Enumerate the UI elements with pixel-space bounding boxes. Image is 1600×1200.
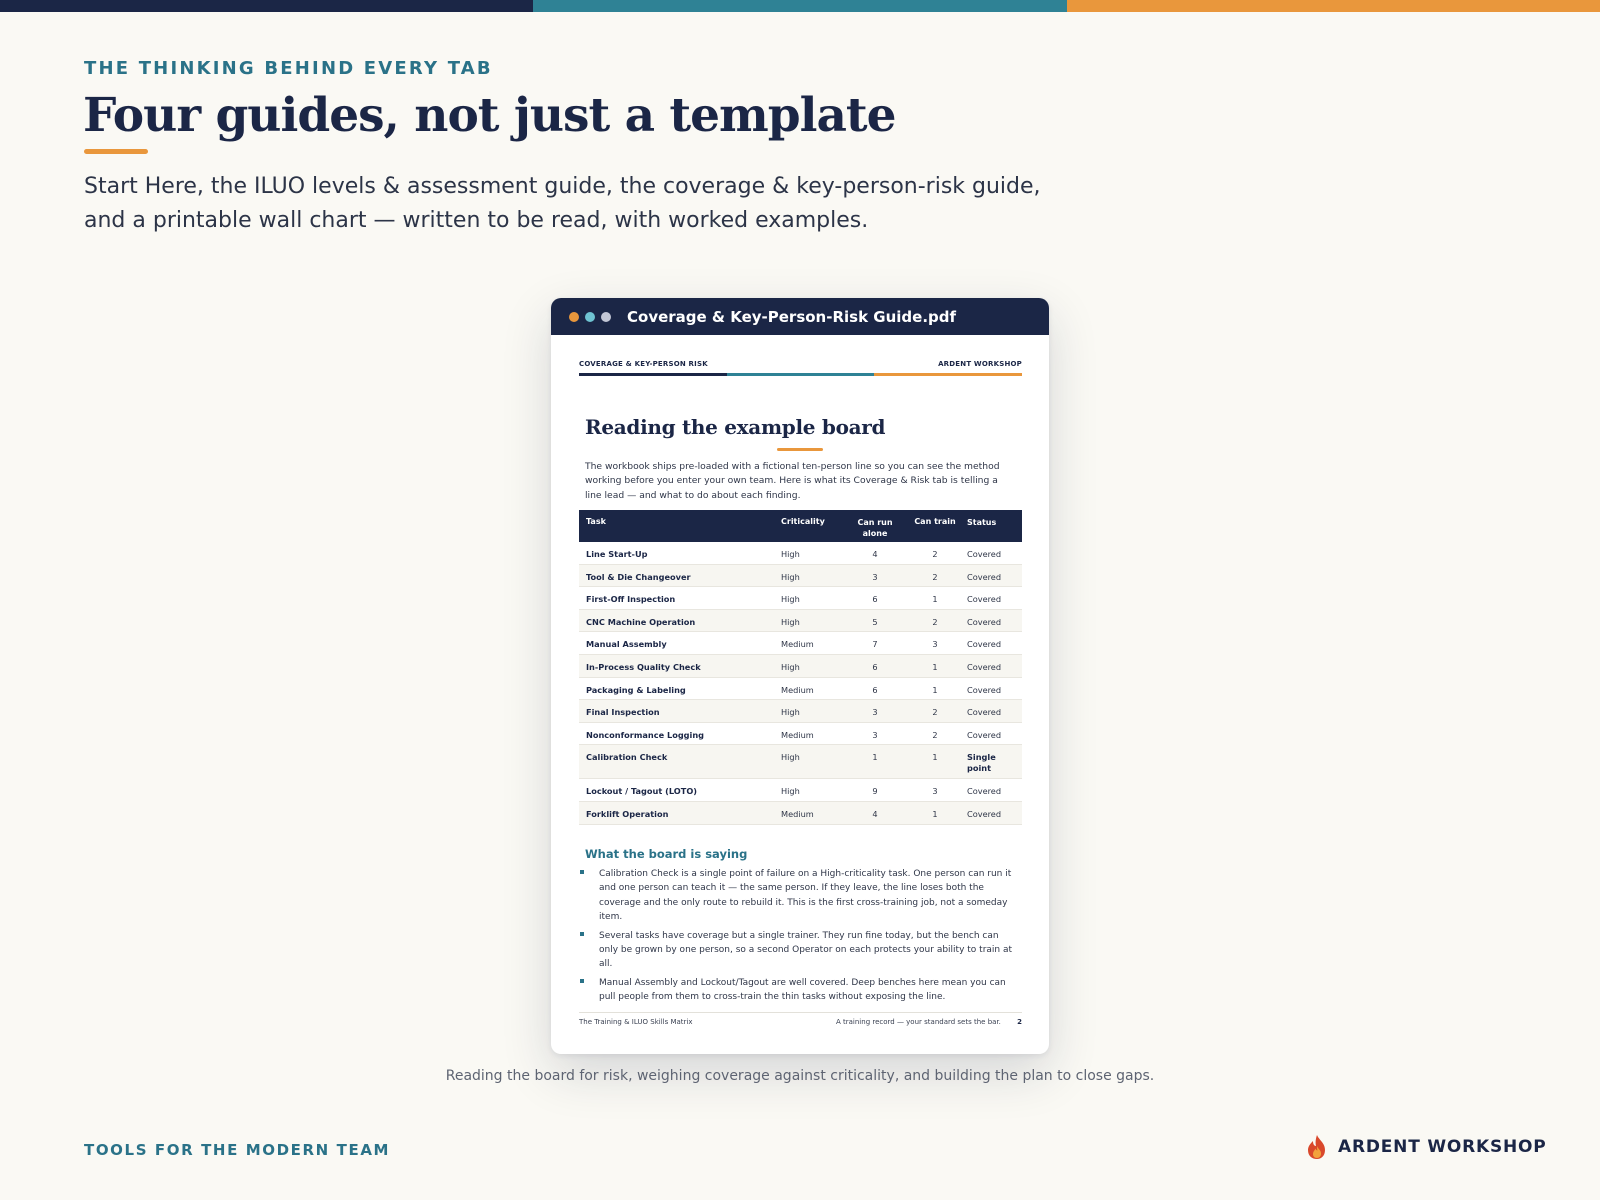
- cell-can-run: 1: [872, 752, 878, 763]
- list-item-text: Calibration Check is a single point of failure on a High-criticality task. One person can run it and one person can teach it — the same person. If they leave, the line loses both the coverage and the only route to rebuild it. This is the first cross-training job, not a someday item.: [599, 869, 1012, 923]
- flame-logo-icon: [1306, 1134, 1328, 1160]
- cell-can-train: 3: [932, 786, 938, 797]
- cell-can-run: 9: [872, 786, 878, 797]
- window-dot-orange-icon: [569, 312, 579, 322]
- cell-can-run: 4: [872, 549, 878, 559]
- table-row: [579, 779, 1022, 802]
- table-row: [579, 587, 1022, 610]
- cell-status: Covered: [967, 639, 1002, 650]
- col-header-can-run: Can run alone: [857, 518, 893, 538]
- cell-status: Single point: [967, 752, 996, 774]
- cell-can-train: 1: [932, 752, 938, 763]
- cell-task: Tool & Die Changeover: [586, 571, 691, 582]
- coverage-table: [579, 510, 1022, 825]
- footer-tagline: TOOLS FOR THE MODERN TEAM: [84, 1141, 391, 1159]
- lede-text: Start Here, the ILUO levels & assessment guide, the coverage & key-person-risk guide, and a printable wall chart — written to be read, with worked examples.: [84, 174, 1041, 233]
- accent-segment-teal: [533, 0, 1066, 12]
- doc-title: Reading the example board: [585, 415, 886, 439]
- cell-can-run: 3: [872, 707, 878, 718]
- cell-can-run: 6: [872, 594, 878, 605]
- cell-status: Covered: [967, 808, 1002, 819]
- table-row: [579, 542, 1022, 565]
- table-row: [579, 678, 1022, 701]
- cell-task: Forklift Operation: [586, 808, 669, 819]
- col-header-status: Status: [967, 518, 997, 527]
- cell-task: CNC Machine Operation: [586, 616, 696, 627]
- section-heading: What the board is saying: [585, 847, 748, 861]
- cell-can-run: 4: [872, 808, 878, 819]
- window-dot-teal-icon: [585, 312, 595, 322]
- brand-lockup: [1306, 1134, 1547, 1160]
- cell-can-run: 3: [872, 729, 878, 740]
- doc-intro: The workbook ships pre-loaded with a fictional ten-person line so you can see the method working before you enter your own team. Here is what its Coverage & Risk tab is telling a line lead — and what to do about each finding.: [585, 461, 1000, 501]
- cell-can-run: 5: [872, 616, 878, 627]
- cell-task: In-Process Quality Check: [586, 661, 701, 672]
- window-titlebar: [551, 298, 1049, 335]
- cell-criticality: High: [781, 594, 800, 605]
- window-title: Coverage & Key-Person-Risk Guide.pdf: [627, 307, 957, 326]
- window-dot-grey-icon: [601, 312, 611, 322]
- cell-can-run: 7: [872, 639, 878, 650]
- cell-can-train: 1: [932, 594, 938, 605]
- table-row: [579, 610, 1022, 633]
- list-item: [579, 867, 1017, 925]
- pdf-page: [579, 335, 1022, 1054]
- table-header: [579, 510, 1022, 542]
- cell-criticality: Medium: [781, 808, 814, 819]
- cell-status: Covered: [967, 684, 1002, 695]
- cell-criticality: Medium: [781, 639, 814, 650]
- bullet-square-icon: [580, 870, 584, 874]
- cell-can-train: 3: [932, 639, 938, 650]
- cell-can-train: 2: [932, 707, 938, 718]
- table-row: [579, 655, 1022, 678]
- table-row: [579, 632, 1022, 655]
- page-header-section: COVERAGE & KEY-PERSON RISK: [579, 360, 708, 368]
- page-footer-title: The Training & ILUO Skills Matrix: [579, 1018, 693, 1026]
- cell-can-run: 3: [872, 571, 878, 582]
- title-underline: [84, 149, 148, 154]
- list-item: [579, 929, 1017, 972]
- cell-criticality: High: [781, 661, 800, 672]
- bullet-square-icon: [580, 932, 584, 936]
- cell-status: Covered: [967, 616, 1002, 627]
- cell-criticality: High: [781, 707, 800, 718]
- doc-title-underline: [777, 448, 823, 451]
- cell-task: Line Start-Up: [586, 549, 648, 559]
- cell-criticality: High: [781, 786, 800, 797]
- cell-task: Packaging & Labeling: [586, 684, 686, 695]
- cell-task: First-Off Inspection: [586, 594, 676, 605]
- cell-task: Final Inspection: [586, 707, 660, 718]
- list-item-text: Manual Assembly and Lockout/Tagout are well covered. Deep benches here mean you can pull people from them to cross-train the thin tasks without exposing the line.: [599, 977, 1006, 1003]
- table-row: [579, 700, 1022, 723]
- accent-segment-navy: [0, 0, 533, 12]
- col-header-criticality: Criticality: [781, 517, 825, 526]
- cell-task: Lockout / Tagout (LOTO): [586, 786, 698, 797]
- cell-can-train: 1: [932, 661, 938, 672]
- cell-criticality: Medium: [781, 684, 814, 695]
- page-footer: [579, 1012, 1022, 1026]
- page-header: [579, 360, 1022, 368]
- cell-status: Covered: [967, 786, 1002, 797]
- cell-status: Covered: [967, 661, 1002, 672]
- list-item-text: Several tasks have coverage but a single trainer. They run fine today, but the bench can only be grown by one person, so a second Operator on each protects your ability to train at all.: [599, 930, 1013, 970]
- cell-task: Calibration Check: [586, 752, 668, 763]
- cell-status: Covered: [967, 571, 1002, 582]
- cell-criticality: Medium: [781, 729, 814, 740]
- list-item: [579, 976, 1017, 1005]
- cell-can-train: 2: [932, 549, 938, 559]
- figure-caption: Reading the board for risk, weighing coverage against criticality, and building the plan to close gaps.: [445, 1068, 1155, 1084]
- cell-task: Nonconformance Logging: [586, 729, 705, 740]
- top-accent-bar: [0, 0, 1600, 12]
- cell-task: Manual Assembly: [586, 639, 667, 650]
- table-row: [579, 723, 1022, 746]
- cell-can-run: 6: [872, 684, 878, 695]
- cell-criticality: High: [781, 616, 800, 627]
- cell-can-train: 2: [932, 729, 938, 740]
- accent-segment-orange: [1067, 0, 1600, 12]
- table-body: [579, 542, 1022, 825]
- table-row: [579, 565, 1022, 588]
- eyebrow-label: THE THINKING BEHIND EVERY TAB: [84, 58, 493, 79]
- page-header-brand: ARDENT WORKSHOP: [938, 360, 1022, 368]
- cell-criticality: High: [781, 549, 800, 559]
- cell-status: Covered: [967, 707, 1002, 718]
- cell-can-train: 2: [932, 616, 938, 627]
- page-footer-tagline: A training record — your standard sets the bar.: [836, 1018, 1001, 1026]
- cell-can-train: 2: [932, 571, 938, 582]
- cell-can-run: 6: [872, 661, 878, 672]
- pdf-preview-window: [551, 298, 1049, 1054]
- page-number: 2: [1017, 1018, 1022, 1026]
- table-row: [579, 745, 1022, 779]
- page-header-rule: [579, 373, 1022, 376]
- cell-can-train: 1: [932, 808, 938, 819]
- bullet-square-icon: [580, 979, 584, 983]
- page-title: Four guides, not just a template: [83, 88, 896, 143]
- page-footer-right: [836, 1018, 1022, 1026]
- cell-status: Covered: [967, 594, 1002, 605]
- cell-criticality: High: [781, 571, 800, 582]
- findings-list: [579, 867, 1022, 1009]
- cell-criticality: High: [781, 752, 800, 763]
- table-row: [579, 802, 1022, 825]
- brand-name: ARDENT WORKSHOP: [1338, 1137, 1547, 1157]
- cell-status: Covered: [967, 729, 1002, 740]
- cell-can-train: 1: [932, 684, 938, 695]
- col-header-task: Task: [586, 517, 606, 526]
- cell-status: Covered: [967, 549, 1002, 559]
- col-header-can-train: Can train: [914, 517, 956, 526]
